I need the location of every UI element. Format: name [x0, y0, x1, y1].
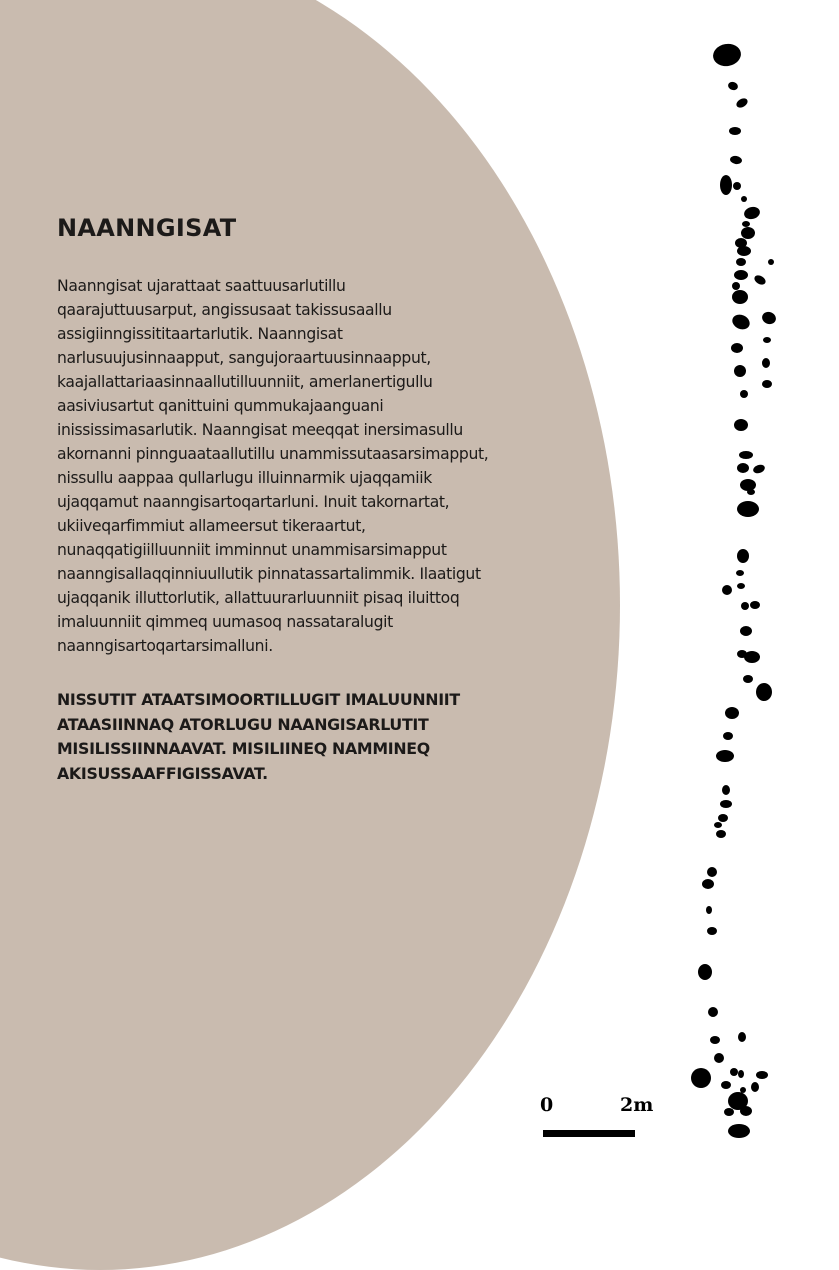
scale-line [543, 1130, 635, 1137]
body-line: Naanngisat ujarattaat saattuusarlutillu [57, 277, 346, 295]
stone-mark [710, 1036, 720, 1044]
stone-mark [739, 451, 753, 459]
stone-mark [708, 1007, 718, 1017]
stone-mark [729, 155, 742, 165]
stone-mark [723, 732, 733, 740]
stone-mark [720, 800, 732, 808]
stone-mark [718, 814, 728, 822]
body-line: qaarajuttuusarput, angissusaat takissusaallu [57, 301, 392, 319]
stone-mark [750, 601, 760, 609]
stone-mark [763, 337, 771, 343]
body-line: narlusuujusinnaapput, sangujoraartuusinnaapput, [57, 349, 431, 367]
stone-mark [737, 583, 745, 589]
stone-mark [728, 1124, 750, 1138]
stone-mark [747, 489, 755, 495]
notice-line: NISSUTIT ATAATSIMOORTILLUGIT IMALUUNNIIT [57, 690, 460, 709]
notice-line: MISILISSIINNAAVAT. MISILIINEQ NAMMINEQ [57, 739, 430, 758]
stone-mark [760, 310, 777, 326]
notice-line: ATAASIINNAQ ATORLUGU NAANGISARLUTIT [57, 714, 429, 734]
stone-mark [741, 602, 749, 610]
stone-mark [740, 1106, 752, 1116]
stone-mark [744, 651, 760, 663]
stone-mark [737, 246, 751, 256]
stone-mark [691, 1068, 711, 1088]
stone-mark [732, 290, 748, 304]
stone-mark [731, 343, 743, 353]
stone-mark [732, 282, 740, 290]
stone-mark [716, 750, 734, 762]
stone-mark [762, 358, 770, 368]
stone-mark [707, 927, 717, 935]
body-line: akornanni pinnguaataallutillu unammissutaasarsimapput, [57, 445, 489, 463]
stone-mark [737, 463, 749, 473]
scale-bar [534, 1094, 664, 1144]
stone-mark [735, 97, 749, 110]
stone-mark [743, 675, 753, 683]
page-title: NAANNGISAT [57, 214, 237, 242]
stone-mark [756, 1071, 768, 1079]
stone-mark [768, 259, 774, 265]
stone-mark [722, 585, 732, 595]
body-line: aasiviusartut qanittuini qummukajaanguani [57, 397, 384, 415]
stone-mark [714, 822, 722, 828]
stone-mark [707, 867, 717, 877]
body-line: naanngisallaqqinniuullutik pinnatassartalimmik. Ilaatigut [57, 565, 481, 583]
stone-mark [751, 1082, 759, 1092]
stone-mark [733, 182, 741, 190]
body-line: ujaqqamut naanngisartoqartarluni. Inuit takornartat, [57, 493, 450, 511]
stone-mark [752, 463, 766, 475]
stone-mark [736, 258, 746, 266]
text-block [57, 208, 597, 786]
stone-mark [711, 42, 742, 69]
stone-mark [698, 964, 712, 980]
stone-mark [730, 312, 752, 332]
body-line: nissullu aappaa qullarlugu illuinnarmik ujaqqamiik [57, 469, 432, 487]
stone-mark [729, 127, 741, 135]
body-line: ujaqqanik illuttorlutik, allattuurarluunniit pisaq iluittoq [57, 589, 460, 607]
stone-mark [722, 785, 730, 795]
stone-mark [716, 830, 726, 838]
stone-mark [737, 549, 749, 563]
stone-mark [738, 1070, 744, 1078]
body-paragraph [57, 274, 597, 658]
body-line: ukiiveqarfimmiut allameersut tikeraartut, [57, 517, 366, 535]
stone-mark [756, 683, 772, 701]
stone-mark [753, 274, 767, 287]
stone-mark [725, 707, 739, 719]
stone-mark [734, 270, 748, 280]
stone-mark [737, 501, 759, 517]
body-line: nunaqqatigiilluunniit imminnut unammisarsimapput [57, 541, 447, 559]
stone-mark [738, 1032, 746, 1042]
stone-mark [740, 626, 752, 636]
stone-mark [740, 1087, 746, 1093]
body-line: naanngisartoqartarsimalluni. [57, 637, 273, 655]
scale-start-label: 0 [540, 1094, 554, 1116]
body-line: kaajallattariaasinnaallutilluunniit, amerlanertigullu [57, 373, 433, 391]
stone-mark [740, 479, 756, 491]
body-line: inississimasarlutik. Naanngisat meeqqat inersimasullu [57, 421, 463, 439]
stone-mark [734, 419, 748, 431]
stone-mark [714, 1053, 724, 1063]
stone-mark [724, 1108, 734, 1116]
scale-end-label: 2m [620, 1094, 654, 1116]
stone-mark [741, 227, 755, 239]
stone-mark [706, 906, 712, 914]
stone-mark [743, 205, 762, 221]
stone-mark [730, 1068, 738, 1076]
notice-line: AKISUSSAAFFIGISSAVAT. [57, 763, 268, 783]
body-line: assigiinngissititaartarlutik. Naanngisat [57, 325, 343, 343]
stone-map-diagram [680, 30, 790, 1150]
stone-mark [742, 221, 750, 227]
stone-mark [734, 365, 746, 377]
notice-paragraph [57, 688, 597, 786]
stone-mark [736, 570, 744, 576]
stone-mark [721, 1081, 731, 1089]
stone-mark [702, 879, 714, 889]
stone-mark [740, 390, 748, 398]
stone-mark [720, 175, 732, 195]
stone-mark [762, 380, 772, 388]
body-line: imaluunniit qimmeq uumasoq nassataralugit [57, 613, 393, 631]
stone-mark [727, 81, 739, 92]
stone-mark [741, 196, 747, 202]
